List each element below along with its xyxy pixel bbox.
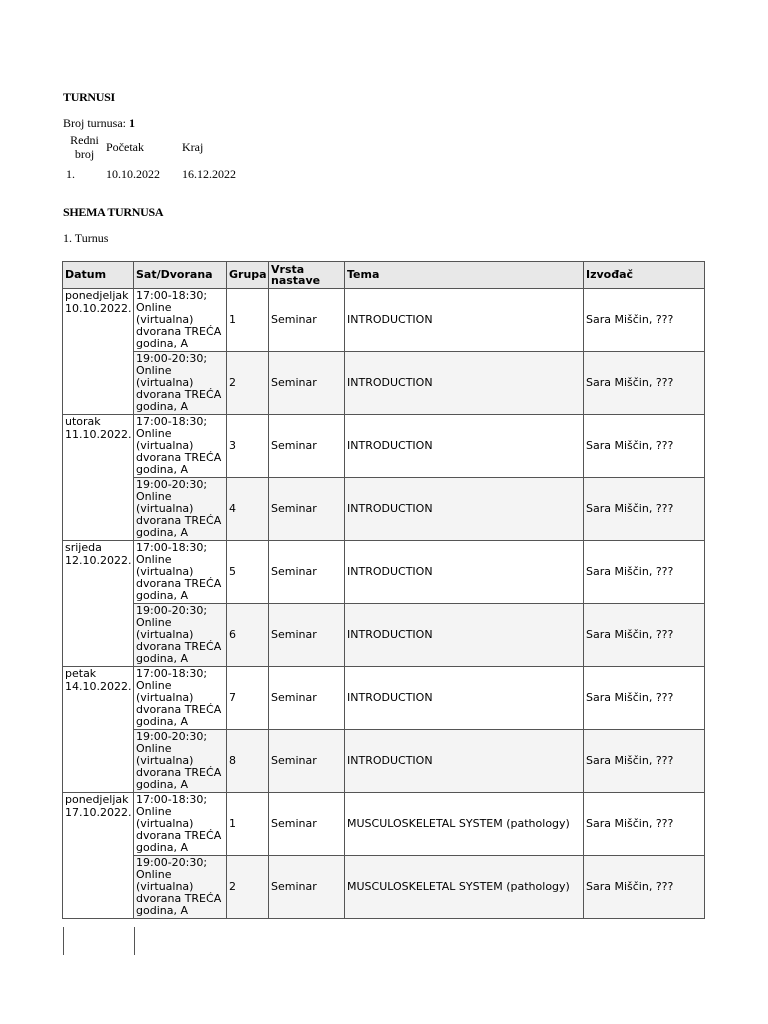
schedule-cell-vrsta: Seminar [269, 415, 345, 478]
schedule-cell-sat: 19:00-20:30; Online (virtualna) dvorana TREĆA godina, A [134, 478, 227, 541]
schedule-cell-vrsta: Seminar [269, 667, 345, 730]
schedule-cell-izvodac: Sara Miščin, ??? [584, 730, 705, 793]
schedule-cell-sat: 17:00-18:30; Online (virtualna) dvorana TREĆA godina, A [134, 415, 227, 478]
schedule-cell-izvodac: Sara Miščin, ??? [584, 415, 705, 478]
schedule-header-row [63, 262, 705, 289]
broj-turnusa-label: Broj turnusa: [63, 116, 126, 130]
broj-turnusa-value: 1 [129, 116, 135, 130]
schedule-cell-vrsta: Seminar [269, 352, 345, 415]
schedule-cell-tema: INTRODUCTION [345, 730, 584, 793]
schedule-cell-datum: utorak 11.10.2022. [63, 415, 134, 541]
schedule-cell-izvodac: Sara Miščin, ??? [584, 478, 705, 541]
turnus-cell-redni: 1. [66, 166, 75, 181]
schedule-cell-vrsta: Seminar [269, 856, 345, 919]
schedule-cell-izvodac: Sara Miščin, ??? [584, 667, 705, 730]
schedule-cell-tema: INTRODUCTION [345, 478, 584, 541]
table-row [63, 415, 705, 478]
schedule-cell-izvodac: Sara Miščin, ??? [584, 541, 705, 604]
schedule-cell-izvodac: Sara Miščin, ??? [584, 352, 705, 415]
schedule-cell-datum: ponedjeljak 17.10.2022. [63, 793, 134, 919]
table-row [63, 289, 705, 352]
schedule-header-datum: Datum [63, 262, 134, 289]
schedule-cell-tema: MUSCULOSKELETAL SYSTEM (pathology) [345, 856, 584, 919]
schedule-cell-datum: srijeda 12.10.2022. [63, 541, 134, 667]
schedule-cell-sat: 19:00-20:30; Online (virtualna) dvorana TREĆA godina, A [134, 352, 227, 415]
schedule-cell-vrsta: Seminar [269, 478, 345, 541]
schedule-cell-izvodac: Sara Miščin, ??? [584, 793, 705, 856]
turnus-header-redni-broj: Redni broj [70, 133, 99, 161]
schedule-cell-tema: INTRODUCTION [345, 415, 584, 478]
schedule-header-tema: Tema [345, 262, 584, 289]
schedule-cell-sat: 19:00-20:30; Online (virtualna) dvorana TREĆA godina, A [134, 856, 227, 919]
schedule-cell-grupa: 3 [227, 415, 269, 478]
schedule-cell-grupa: 7 [227, 667, 269, 730]
table-continuation-line [134, 927, 135, 955]
turnus-cell-pocetak: 10.10.2022 [106, 166, 160, 181]
schedule-cell-sat: 17:00-18:30; Online (virtualna) dvorana TREĆA godina, A [134, 541, 227, 604]
schedule-cell-tema: INTRODUCTION [345, 289, 584, 352]
schedule-cell-tema: MUSCULOSKELETAL SYSTEM (pathology) [345, 793, 584, 856]
table-row [63, 604, 705, 667]
schedule-body [63, 289, 705, 919]
turnus-cell-kraj: 16.12.2022 [182, 166, 236, 181]
turnus-label: 1. Turnus [63, 231, 109, 245]
schedule-cell-vrsta: Seminar [269, 289, 345, 352]
table-row [63, 856, 705, 919]
schedule-cell-izvodac: Sara Miščin, ??? [584, 604, 705, 667]
schedule-cell-izvodac: Sara Miščin, ??? [584, 289, 705, 352]
schedule-cell-sat: 17:00-18:30; Online (virtualna) dvorana TREĆA godina, A [134, 793, 227, 856]
schedule-cell-izvodac: Sara Miščin, ??? [584, 856, 705, 919]
schedule-cell-vrsta: Seminar [269, 730, 345, 793]
schedule-table [62, 261, 705, 919]
schedule-cell-tema: INTRODUCTION [345, 667, 584, 730]
turnus-header-pocetak: Početak [106, 139, 144, 154]
turnus-table-row [63, 163, 236, 185]
schedule-cell-grupa: 1 [227, 289, 269, 352]
schedule-header-sat: Sat/Dvorana [134, 262, 227, 289]
turnus-header-kraj: Kraj [182, 139, 204, 154]
section-heading-shema: SHEMA TURNUSA [63, 205, 164, 219]
table-continuation-line [63, 927, 64, 955]
schedule-cell-grupa: 2 [227, 856, 269, 919]
turnus-table [63, 131, 236, 185]
schedule-cell-grupa: 5 [227, 541, 269, 604]
turnus-table-header-row [63, 131, 236, 163]
schedule-cell-tema: INTRODUCTION [345, 352, 584, 415]
schedule-cell-vrsta: Seminar [269, 541, 345, 604]
schedule-cell-grupa: 4 [227, 478, 269, 541]
section-heading-turnusi: TURNUSI [63, 90, 115, 104]
schedule-cell-grupa: 8 [227, 730, 269, 793]
schedule-cell-vrsta: Seminar [269, 604, 345, 667]
schedule-header-izvodac: Izvođač [584, 262, 705, 289]
schedule-cell-sat: 19:00-20:30; Online (virtualna) dvorana TREĆA godina, A [134, 604, 227, 667]
table-row [63, 730, 705, 793]
schedule-cell-grupa: 2 [227, 352, 269, 415]
schedule-header-grupa: Grupa [227, 262, 269, 289]
schedule-cell-datum: petak 14.10.2022. [63, 667, 134, 793]
schedule-cell-vrsta: Seminar [269, 793, 345, 856]
table-row [63, 352, 705, 415]
table-row [63, 793, 705, 856]
schedule-header-vrsta: Vrsta nastave [269, 262, 345, 289]
table-row [63, 541, 705, 604]
schedule-cell-tema: INTRODUCTION [345, 604, 584, 667]
schedule-cell-tema: INTRODUCTION [345, 541, 584, 604]
schedule-cell-grupa: 6 [227, 604, 269, 667]
broj-turnusa-line [63, 116, 135, 131]
schedule-cell-grupa: 1 [227, 793, 269, 856]
schedule-cell-sat: 17:00-18:30; Online (virtualna) dvorana TREĆA godina, A [134, 289, 227, 352]
schedule-cell-datum: ponedjeljak 10.10.2022. [63, 289, 134, 415]
schedule-cell-sat: 19:00-20:30; Online (virtualna) dvorana TREĆA godina, A [134, 730, 227, 793]
table-row [63, 667, 705, 730]
schedule-cell-sat: 17:00-18:30; Online (virtualna) dvorana TREĆA godina, A [134, 667, 227, 730]
table-row [63, 478, 705, 541]
